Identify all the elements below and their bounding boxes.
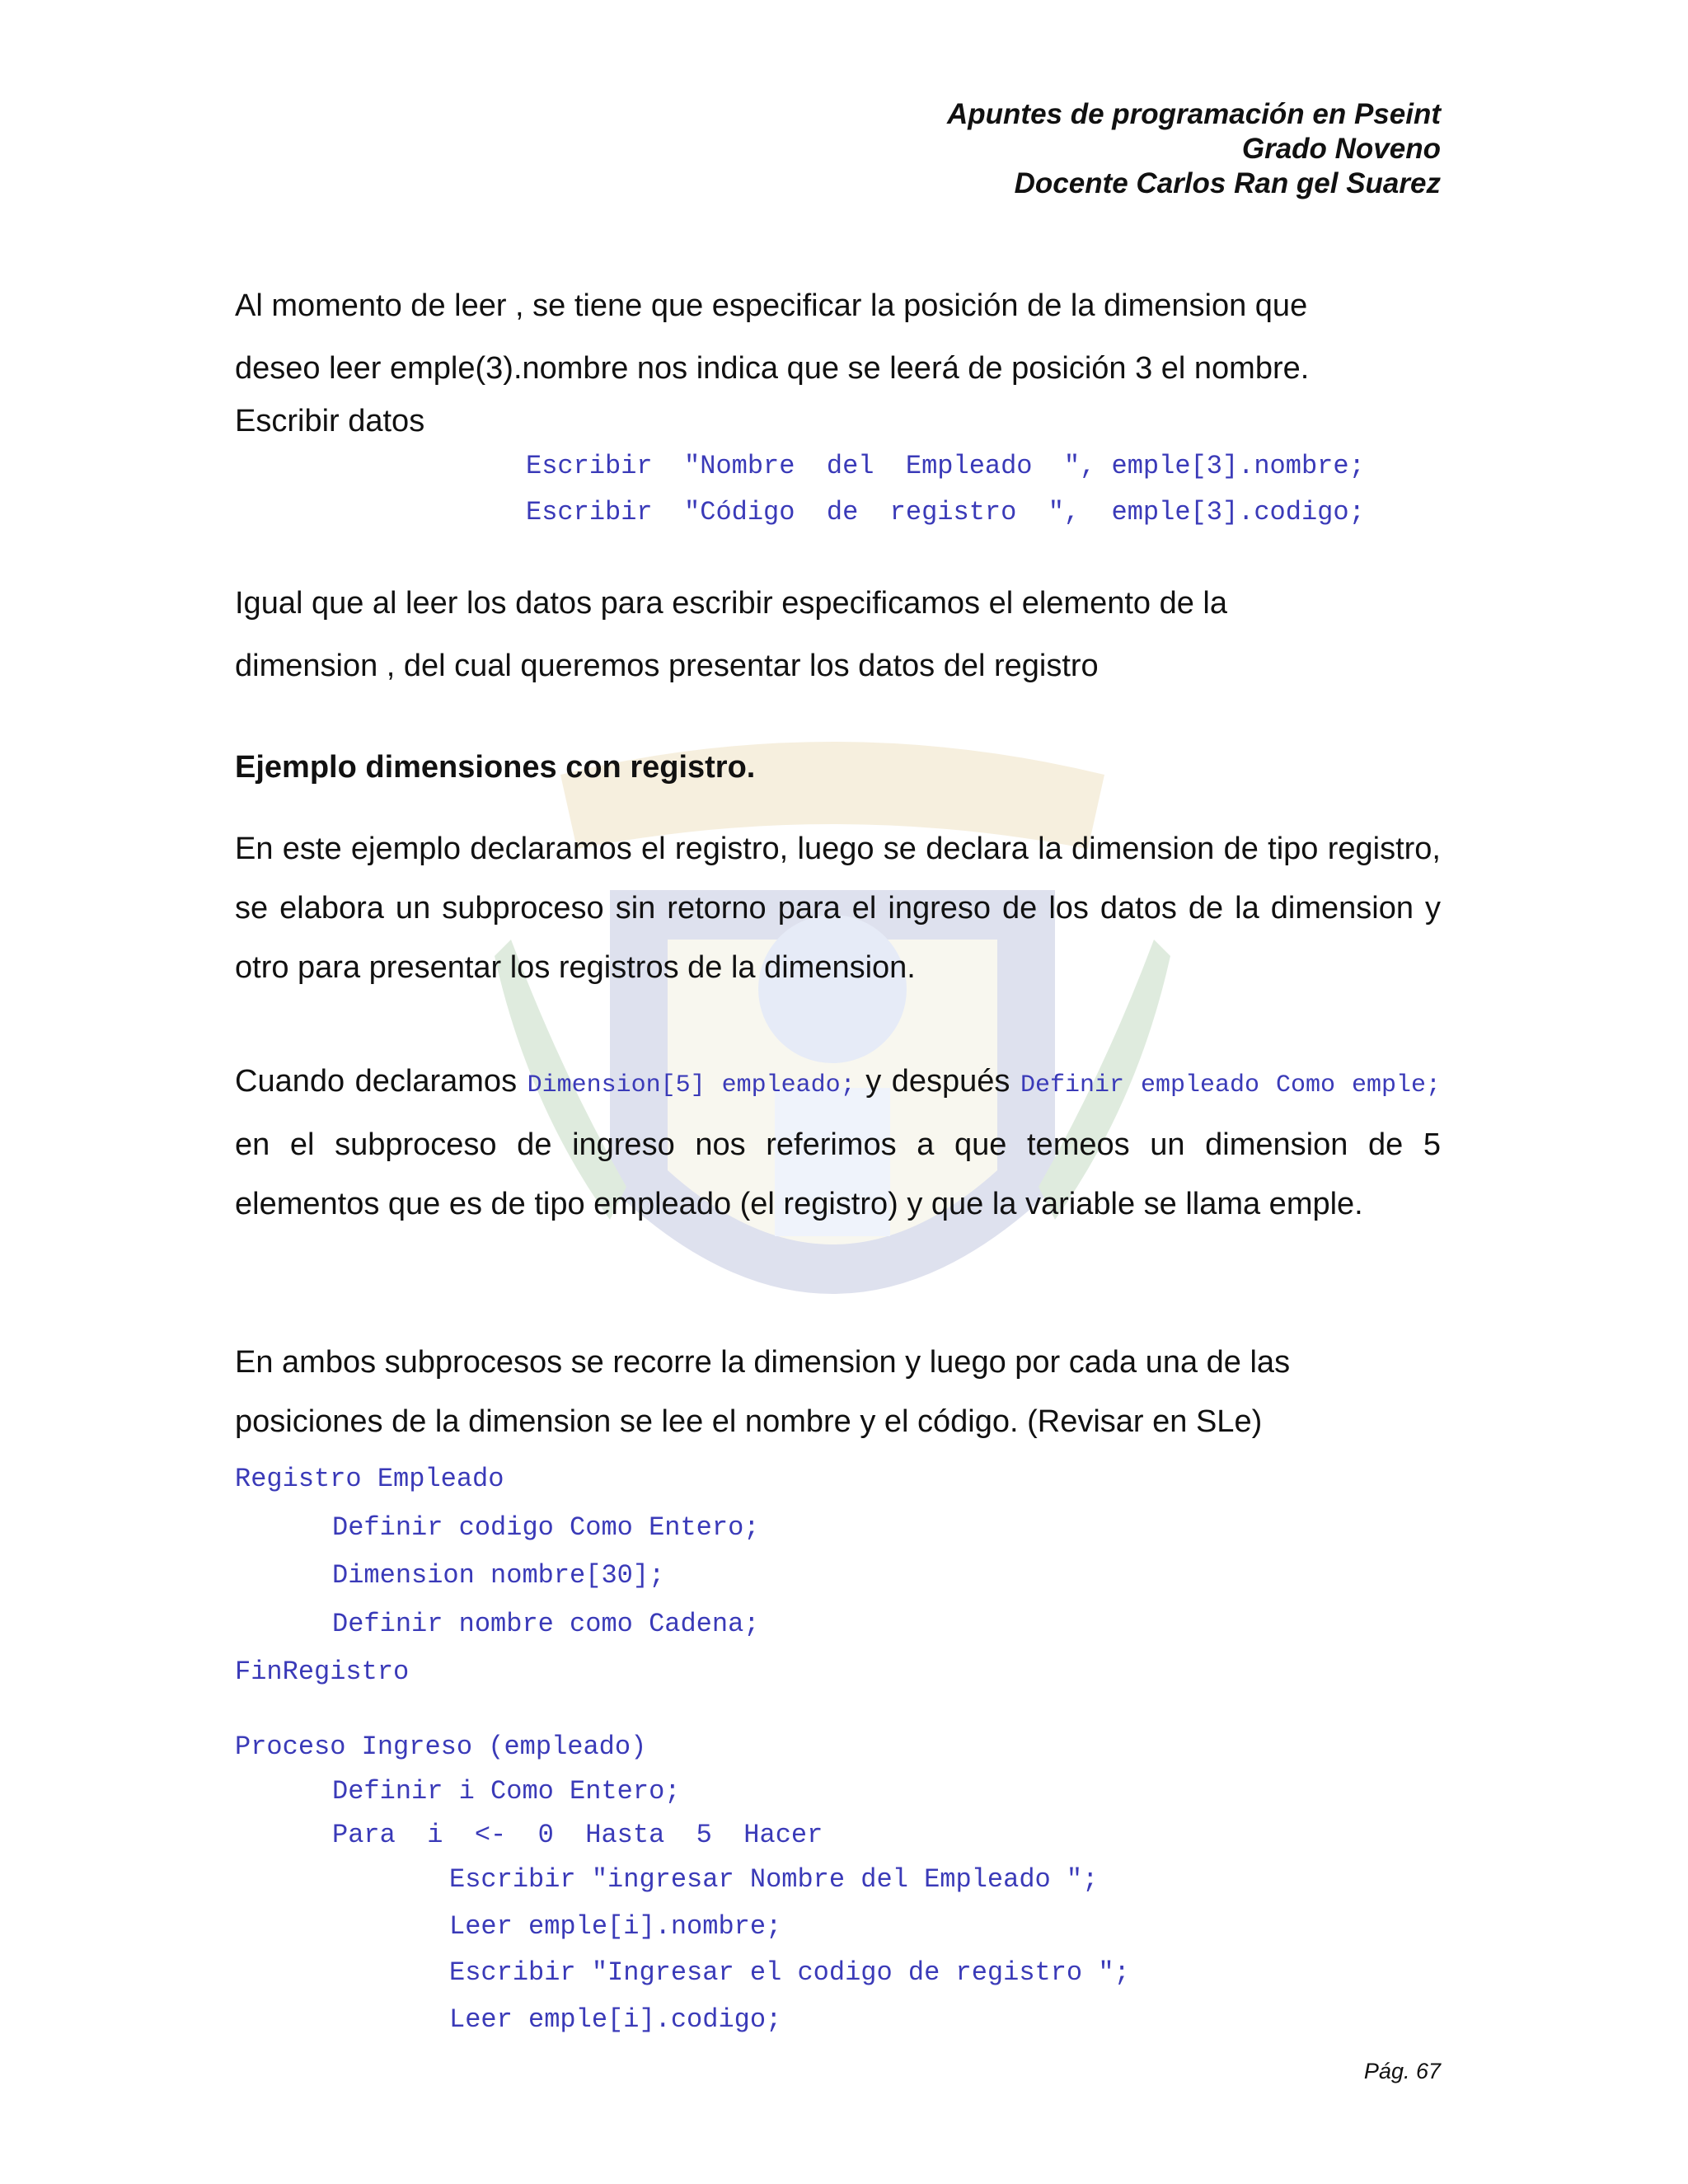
code-line: Dimension nombre[30]; xyxy=(332,1560,665,1591)
paragraph-ejemplo: En este ejemplo declaramos el registro, luego se declara la dimension de tipo registro, se elabora un subproceso sin retorno para el ingreso de los datos de la dimension y otro para presentar los registros de la dimension. xyxy=(235,832,1441,985)
code-line: Proceso Ingreso (empleado) xyxy=(235,1732,647,1762)
paragraph-ambos-subprocesos xyxy=(235,1333,1441,1451)
paragraph-line: deseo leer emple(3).nombre nos indica que se leerá de posición 3 el nombre. xyxy=(235,351,1310,386)
code-line: Registro Empleado xyxy=(235,1464,504,1494)
header-grade: Grado Noveno xyxy=(1241,133,1441,165)
code-line: FinRegistro xyxy=(235,1657,410,1687)
paragraph-escribir-datos xyxy=(235,572,1441,697)
text-run: Cuando declaramos xyxy=(235,1064,528,1099)
code-line: Escribir "Código de registro ", emple[3].codigo; xyxy=(526,497,1365,527)
code-line: Definir nombre como Cadena; xyxy=(332,1609,760,1639)
section-heading: Ejemplo dimensiones con registro. xyxy=(235,750,756,785)
document-header xyxy=(947,97,1441,201)
paragraph-line: Escribir datos xyxy=(235,404,425,438)
code-line: Escribir "ingresar Nombre del Empleado "; xyxy=(449,1864,1099,1895)
paragraph-cuando-declaramos xyxy=(235,1052,1441,1234)
paragraph-line: En ambos subprocesos se recorre la dimension y luego por cada una de las xyxy=(235,1345,1291,1380)
code-line: Definir codigo Como Entero; xyxy=(332,1512,760,1543)
paragraph-line: Igual que al leer los datos para escribir especificamos el elemento de la xyxy=(235,586,1227,621)
code-line: Definir i Como Entero; xyxy=(332,1776,681,1807)
header-title: Apuntes de programación en Pseint xyxy=(947,98,1441,130)
code-line: Para i <- 0 Hasta 5 Hacer xyxy=(332,1820,823,1850)
paragraph-line: dimension , del cual queremos presentar los datos del registro xyxy=(235,649,1099,683)
paragraph-line: Al momento de leer , se tiene que especificar la posición de la dimension que xyxy=(235,288,1308,323)
code-line: Escribir "Nombre del Empleado ", emple[3].nombre; xyxy=(526,451,1365,481)
paragraph-leer-posicion xyxy=(235,274,1441,443)
text-run: en el subproceso de ingreso nos referimos a que temeos un dimension de 5 elementos que es de tipo empleado (el registro) y que la variable se llama emple. xyxy=(235,1127,1441,1221)
page-number: Pág. 67 xyxy=(1363,2059,1441,2083)
code-line: Escribir "Ingresar el codigo de registro "; xyxy=(449,1957,1130,1988)
header-teacher: Docente Carlos Ran gel Suarez xyxy=(1014,167,1441,199)
text-run: y después xyxy=(855,1064,1020,1099)
paragraph-line: posiciones de la dimension se lee el nombre y el código. (Revisar en SLe) xyxy=(235,1404,1263,1439)
inline-code: Definir empleado Como emple; xyxy=(1020,1071,1441,1099)
inline-code: Dimension[5] empleado; xyxy=(527,1071,856,1099)
code-line: Leer emple[i].codigo; xyxy=(449,2004,782,2035)
code-line: Leer emple[i].nombre; xyxy=(449,1911,782,1942)
